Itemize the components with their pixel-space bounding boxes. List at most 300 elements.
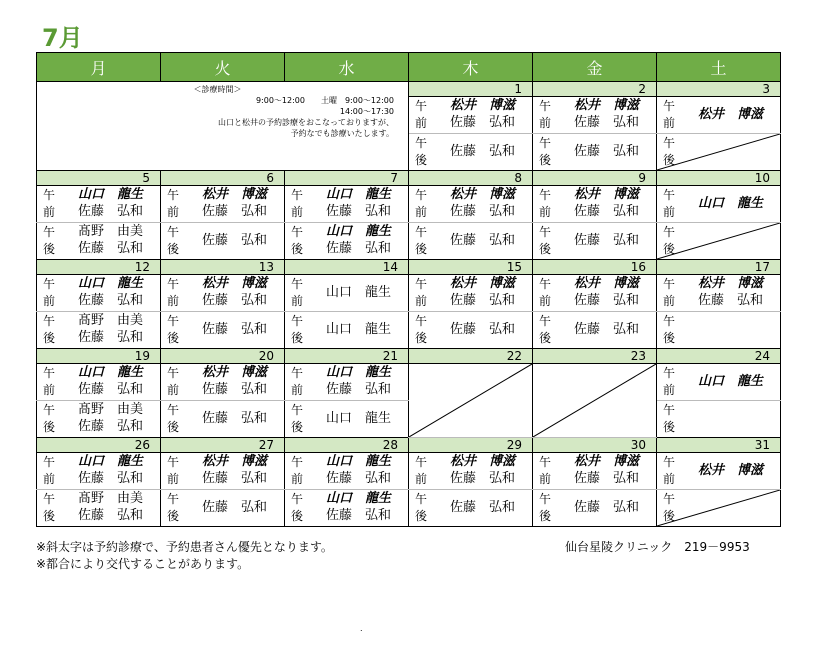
doctor-name: 佐藤 弘和 xyxy=(449,144,515,159)
doctor-list xyxy=(185,401,284,436)
date-cell: 31 xyxy=(657,438,781,453)
slot-label-am: 午前 xyxy=(167,277,180,308)
slot-pm xyxy=(409,223,532,259)
doctor-name: 佐藤 弘和 xyxy=(449,115,515,130)
unavailable-diagonal xyxy=(409,364,532,437)
doctor-name: 佐藤 弘和 xyxy=(325,508,391,523)
date-cell: 13 xyxy=(161,260,285,275)
slot-label-pm: 午後 xyxy=(415,225,428,256)
doctor-name: 佐藤 弘和 xyxy=(449,293,515,308)
doctor-name: 佐藤 弘和 xyxy=(201,293,267,308)
slot-label-pm: 午後 xyxy=(663,136,676,167)
slot-am xyxy=(285,453,408,489)
slot-label-am: 午前 xyxy=(415,99,428,130)
doctor-name: 山口 龍生 xyxy=(697,374,763,389)
slot-label-pm: 午後 xyxy=(291,314,304,345)
slot-am xyxy=(37,275,160,311)
slot-pm xyxy=(409,134,532,170)
doctor-name: 山口 龍生 xyxy=(325,411,391,426)
date-cell: 3 xyxy=(657,82,781,97)
slot-am xyxy=(533,186,656,222)
pm-cell xyxy=(657,134,781,171)
pm-row xyxy=(37,490,781,527)
slot-pm xyxy=(37,223,160,259)
diagonal-line xyxy=(533,364,656,437)
slot-label-am: 午前 xyxy=(291,188,304,219)
date-cell: 21 xyxy=(285,349,409,364)
notice-line3: 14:00～17:30 xyxy=(339,107,394,116)
slot-am xyxy=(161,186,284,222)
unavailable-diagonal xyxy=(533,364,656,437)
calendar-table xyxy=(36,52,781,527)
doctor-name: 髙野 由美 xyxy=(77,313,143,328)
doctor-name: 佐藤 弘和 xyxy=(449,500,515,515)
slot-label-pm: 午後 xyxy=(663,225,676,256)
doctor-name: 佐藤 弘和 xyxy=(449,322,515,337)
date-cell: 5 xyxy=(37,171,161,186)
date-cell: 30 xyxy=(533,438,657,453)
doctor-list xyxy=(309,275,408,310)
doctor-name: 松井 博滋 xyxy=(201,276,267,291)
slot-label-am: 午前 xyxy=(291,366,304,397)
slot-pm xyxy=(533,490,656,526)
doctor-list xyxy=(557,490,656,525)
weekday-thu: 木 xyxy=(409,53,533,82)
doctor-list xyxy=(309,223,408,257)
slot-am xyxy=(161,453,284,489)
slot-label-pm: 午後 xyxy=(663,314,676,345)
doctor-list xyxy=(557,134,656,169)
pm-cell xyxy=(37,401,161,438)
slot-label-am: 午前 xyxy=(291,455,304,486)
slot-pm xyxy=(285,312,408,348)
am-cell xyxy=(533,453,657,490)
slot-pm xyxy=(657,223,780,259)
slot-label-am: 午前 xyxy=(167,188,180,219)
am-cell xyxy=(161,364,285,401)
pm-cell xyxy=(37,312,161,349)
slot-label-am: 午前 xyxy=(43,366,56,397)
doctor-name: 佐藤 弘和 xyxy=(77,241,143,256)
slot-label-am: 午前 xyxy=(415,455,428,486)
slot-label-am: 午前 xyxy=(663,99,676,130)
slot-label-pm: 午後 xyxy=(539,225,552,256)
am-cell xyxy=(285,186,409,223)
slot-label-am: 午前 xyxy=(291,277,304,308)
date-cell: 6 xyxy=(161,171,285,186)
slot-label-am: 午前 xyxy=(663,455,676,486)
slot-pm xyxy=(657,401,780,437)
slot-label-pm: 午後 xyxy=(43,314,56,345)
doctor-name: 髙野 由美 xyxy=(77,491,143,506)
doctor-name: 松井 博滋 xyxy=(201,365,267,380)
date-row xyxy=(37,260,781,275)
pm-cell xyxy=(409,223,533,260)
doctor-name: 松井 博滋 xyxy=(573,98,639,113)
doctor-name: 髙野 由美 xyxy=(77,224,143,239)
doctor-list xyxy=(309,453,408,487)
doctor-list xyxy=(185,223,284,258)
doctor-list xyxy=(433,186,532,220)
date-cell: 20 xyxy=(161,349,285,364)
date-cell: 17 xyxy=(657,260,781,275)
doctor-list xyxy=(433,275,532,309)
diagonal-line xyxy=(657,490,780,526)
diagonal-line xyxy=(409,364,532,437)
date-cell: 10 xyxy=(657,171,781,186)
doctor-list xyxy=(681,453,780,488)
date-cell: 1 xyxy=(409,82,533,97)
doctor-name: 佐藤 弘和 xyxy=(77,330,143,345)
pm-cell xyxy=(161,490,285,527)
doctor-name: 松井 博滋 xyxy=(449,98,515,113)
stray-dot: . xyxy=(360,624,363,633)
slot-label-pm: 午後 xyxy=(167,492,180,523)
doctor-name: 髙野 由美 xyxy=(77,402,143,417)
slot-label-am: 午前 xyxy=(43,455,56,486)
notice-line4: 山口と松井の予約診療をおこなっておりますが、 xyxy=(218,118,394,127)
doctor-name: 佐藤 弘和 xyxy=(77,419,143,434)
doctor-list xyxy=(309,364,408,398)
doctor-name: 佐藤 弘和 xyxy=(77,293,143,308)
slot-am xyxy=(657,97,780,133)
doctor-name: 佐藤 弘和 xyxy=(325,471,391,486)
am-row xyxy=(37,186,781,223)
doctor-list xyxy=(61,490,160,524)
slot-label-am: 午前 xyxy=(663,277,676,308)
doctor-name: 佐藤 弘和 xyxy=(77,508,143,523)
slot-label-pm: 午後 xyxy=(167,403,180,434)
doctor-name: 松井 博滋 xyxy=(449,454,515,469)
pm-cell xyxy=(285,223,409,260)
doctor-name: 佐藤 弘和 xyxy=(201,233,267,248)
doctor-list xyxy=(557,186,656,220)
doctor-name: 佐藤 弘和 xyxy=(325,204,391,219)
doctor-list xyxy=(309,312,408,347)
slot-am xyxy=(657,364,780,400)
slot-pm xyxy=(533,223,656,259)
am-cell xyxy=(657,186,781,223)
slot-am xyxy=(409,186,532,222)
doctor-name: 佐藤 弘和 xyxy=(573,293,639,308)
date-row xyxy=(37,438,781,453)
doctor-list xyxy=(61,312,160,346)
doctor-list xyxy=(61,275,160,309)
date-cell: 29 xyxy=(409,438,533,453)
slot-label-am: 午前 xyxy=(539,99,552,130)
doctor-name: 山口 龍生 xyxy=(325,285,391,300)
slot-am xyxy=(533,453,656,489)
am-cell xyxy=(533,275,657,312)
slot-am xyxy=(285,364,408,400)
am-cell xyxy=(37,364,161,401)
doctor-list xyxy=(433,134,532,169)
am-cell xyxy=(657,275,781,312)
doctor-name: 佐藤 弘和 xyxy=(573,471,639,486)
doctor-name: 佐藤 弘和 xyxy=(201,471,267,486)
doctor-name: 山口 龍生 xyxy=(77,365,143,380)
am-cell xyxy=(409,97,533,134)
footer-note-italic: ※斜太字は予約診療で、予約患者さん優先となります。 xyxy=(36,540,333,554)
slot-label-pm: 午後 xyxy=(291,403,304,434)
doctor-name: 佐藤 弘和 xyxy=(201,411,267,426)
am-cell xyxy=(37,275,161,312)
slot-label-am: 午前 xyxy=(663,366,676,397)
doctor-name: 佐藤 弘和 xyxy=(573,204,639,219)
slot-label-pm: 午後 xyxy=(663,403,676,434)
am-cell xyxy=(533,186,657,223)
pm-cell xyxy=(37,490,161,527)
doctor-list xyxy=(309,490,408,524)
slot-am xyxy=(409,275,532,311)
date-cell: 23 xyxy=(533,349,657,364)
pm-cell xyxy=(533,312,657,349)
weekday-header-row xyxy=(37,53,781,82)
slot-am xyxy=(37,453,160,489)
slot-label-pm: 午後 xyxy=(43,225,56,256)
pm-cell xyxy=(657,490,781,527)
doctor-list xyxy=(557,97,656,131)
slot-label-pm: 午後 xyxy=(415,314,428,345)
am-cell xyxy=(409,275,533,312)
am-cell xyxy=(285,453,409,490)
pm-cell xyxy=(533,223,657,260)
pm-row xyxy=(37,312,781,349)
doctor-name: 松井 博滋 xyxy=(201,454,267,469)
doctor-list xyxy=(61,364,160,398)
hours-notice xyxy=(37,82,409,171)
am-cell xyxy=(657,453,781,490)
doctor-list xyxy=(309,401,408,436)
doctor-list xyxy=(61,223,160,257)
date-cell: 7 xyxy=(285,171,409,186)
doctor-list xyxy=(681,97,780,132)
doctor-list xyxy=(185,364,284,398)
doctor-list xyxy=(61,401,160,435)
doctor-name: 山口 龍生 xyxy=(325,187,391,202)
weekday-tue: 火 xyxy=(161,53,285,82)
doctor-list xyxy=(185,275,284,309)
slot-pm xyxy=(533,134,656,170)
doctor-name: 佐藤 弘和 xyxy=(325,241,391,256)
clinic-name-phone: 仙台星陵クリニック 219－9953 xyxy=(565,540,750,554)
slot-label-am: 午前 xyxy=(415,188,428,219)
doctor-name: 佐藤 弘和 xyxy=(77,204,143,219)
slot-label-am: 午前 xyxy=(539,188,552,219)
doctor-list xyxy=(185,186,284,220)
doctor-name: 山口 龍生 xyxy=(325,491,391,506)
slot-label-am: 午前 xyxy=(43,277,56,308)
doctor-list xyxy=(681,186,780,221)
date-cell: 22 xyxy=(409,349,533,364)
slot-label-pm: 午後 xyxy=(539,314,552,345)
pm-cell xyxy=(657,312,781,349)
slot-label-am: 午前 xyxy=(539,277,552,308)
pm-cell xyxy=(161,223,285,260)
pm-cell xyxy=(37,223,161,260)
notice-line1: ＜診療時間＞ xyxy=(193,85,242,94)
doctor-name: 佐藤 弘和 xyxy=(573,500,639,515)
doctor-name: 松井 博滋 xyxy=(449,187,515,202)
date-cell: 26 xyxy=(37,438,161,453)
unavailable-diagonal xyxy=(657,490,780,526)
am-cell xyxy=(161,275,285,312)
doctor-list xyxy=(433,97,532,131)
slot-pm xyxy=(37,312,160,348)
doctor-name: 佐藤 弘和 xyxy=(201,382,267,397)
doctor-name: 山口 龍生 xyxy=(77,454,143,469)
slot-label-pm: 午後 xyxy=(663,492,676,523)
slot-pm xyxy=(161,490,284,526)
am-cell xyxy=(161,453,285,490)
am-cell xyxy=(37,186,161,223)
slot-label-pm: 午後 xyxy=(291,492,304,523)
slot-am xyxy=(285,275,408,311)
pm-cell xyxy=(409,312,533,349)
date-cell: 15 xyxy=(409,260,533,275)
pm-cell xyxy=(409,134,533,171)
slot-am xyxy=(37,186,160,222)
am-row xyxy=(37,275,781,312)
slot-pm xyxy=(161,312,284,348)
footer-note-rotation: ※都合により交代することがあります。 xyxy=(36,557,250,571)
slot-pm xyxy=(409,312,532,348)
date-row xyxy=(37,171,781,186)
date-cell: 8 xyxy=(409,171,533,186)
doctor-name: 佐藤 弘和 xyxy=(573,115,639,130)
doctor-name: 松井 博滋 xyxy=(573,187,639,202)
slot-am xyxy=(161,275,284,311)
slot-am xyxy=(161,364,284,400)
slot-label-pm: 午後 xyxy=(415,492,428,523)
doctor-name: 佐藤 弘和 xyxy=(77,471,143,486)
date-row xyxy=(37,349,781,364)
doctor-list xyxy=(61,453,160,487)
slot-am xyxy=(657,186,780,222)
doctor-list xyxy=(433,312,532,347)
date-cell: 28 xyxy=(285,438,409,453)
doctor-name: 佐藤 弘和 xyxy=(449,233,515,248)
doctor-name: 松井 博滋 xyxy=(201,187,267,202)
am-row xyxy=(37,364,781,401)
doctor-name: 松井 博滋 xyxy=(573,276,639,291)
weekday-fri: 金 xyxy=(533,53,657,82)
doctor-name: 佐藤 弘和 xyxy=(573,322,639,337)
notice-line5: 予約なでも診療いたします。 xyxy=(290,129,394,138)
doctor-name: 松井 博滋 xyxy=(697,107,763,122)
slot-am xyxy=(409,453,532,489)
doctor-list xyxy=(557,275,656,309)
month-title: 7月 xyxy=(42,24,83,52)
am-cell xyxy=(285,364,409,401)
doctor-list xyxy=(185,312,284,347)
am-cell xyxy=(657,97,781,134)
doctor-name: 山口 龍生 xyxy=(697,196,763,211)
doctor-name: 佐藤 弘和 xyxy=(449,204,515,219)
doctor-name: 佐藤 弘和 xyxy=(201,322,267,337)
slot-label-pm: 午後 xyxy=(43,492,56,523)
date-cell: 9 xyxy=(533,171,657,186)
doctor-list xyxy=(433,490,532,525)
unavailable-diagonal xyxy=(657,223,780,259)
pm-cell xyxy=(285,490,409,527)
pm-cell xyxy=(657,401,781,438)
slot-pm xyxy=(657,312,780,348)
doctor-name: 山口 龍生 xyxy=(325,322,391,337)
slot-am xyxy=(657,453,780,489)
doctor-name: 佐藤 弘和 xyxy=(449,471,515,486)
slot-pm xyxy=(285,401,408,437)
doctor-name: 佐藤 弘和 xyxy=(201,500,267,515)
pm-cell xyxy=(285,312,409,349)
date-cell: 2 xyxy=(533,82,657,97)
slot-am xyxy=(657,275,780,311)
date-cell: 24 xyxy=(657,349,781,364)
slot-pm xyxy=(285,223,408,259)
am-cell xyxy=(285,275,409,312)
slot-pm xyxy=(657,490,780,526)
am-cell xyxy=(161,186,285,223)
am-cell xyxy=(533,97,657,134)
doctor-list xyxy=(433,453,532,487)
doctor-list xyxy=(185,490,284,525)
slot-label-pm: 午後 xyxy=(43,403,56,434)
am-row xyxy=(37,453,781,490)
date-cell: 16 xyxy=(533,260,657,275)
doctor-name: 佐藤 弘和 xyxy=(201,204,267,219)
pm-cell xyxy=(161,401,285,438)
slot-pm xyxy=(37,490,160,526)
unavailable-diagonal xyxy=(657,134,780,170)
doctor-name: 佐藤 弘和 xyxy=(573,144,639,159)
doctor-list xyxy=(557,223,656,258)
doctor-name: 佐藤 弘和 xyxy=(697,293,763,308)
date-cell: 19 xyxy=(37,349,161,364)
weekday-sat: 土 xyxy=(657,53,781,82)
slot-label-am: 午前 xyxy=(539,455,552,486)
doctor-list xyxy=(681,364,780,399)
doctor-name: 山口 龍生 xyxy=(77,276,143,291)
doctor-name: 松井 博滋 xyxy=(697,276,763,291)
pm-row xyxy=(37,223,781,260)
slot-label-am: 午前 xyxy=(415,277,428,308)
am-cell xyxy=(37,453,161,490)
date-cell: 12 xyxy=(37,260,161,275)
date-cell: 27 xyxy=(161,438,285,453)
pm-cell xyxy=(657,223,781,260)
doctor-list xyxy=(433,223,532,258)
doctor-name: 山口 龍生 xyxy=(77,187,143,202)
holiday-cell xyxy=(409,364,533,438)
doctor-name: 山口 龍生 xyxy=(325,365,391,380)
pm-cell xyxy=(533,134,657,171)
slot-am xyxy=(533,97,656,133)
slot-pm xyxy=(161,223,284,259)
doctor-name: 佐藤 弘和 xyxy=(573,233,639,248)
am-cell xyxy=(409,453,533,490)
notice-text xyxy=(37,82,398,141)
slot-label-pm: 午後 xyxy=(539,136,552,167)
doctor-name: 松井 博滋 xyxy=(449,276,515,291)
slot-pm xyxy=(285,490,408,526)
slot-label-am: 午前 xyxy=(43,188,56,219)
diagonal-line xyxy=(657,134,780,170)
slot-pm xyxy=(657,134,780,170)
doctor-list xyxy=(557,312,656,347)
doctor-name: 佐藤 弘和 xyxy=(77,382,143,397)
slot-label-am: 午前 xyxy=(167,455,180,486)
slot-label-am: 午前 xyxy=(663,188,676,219)
